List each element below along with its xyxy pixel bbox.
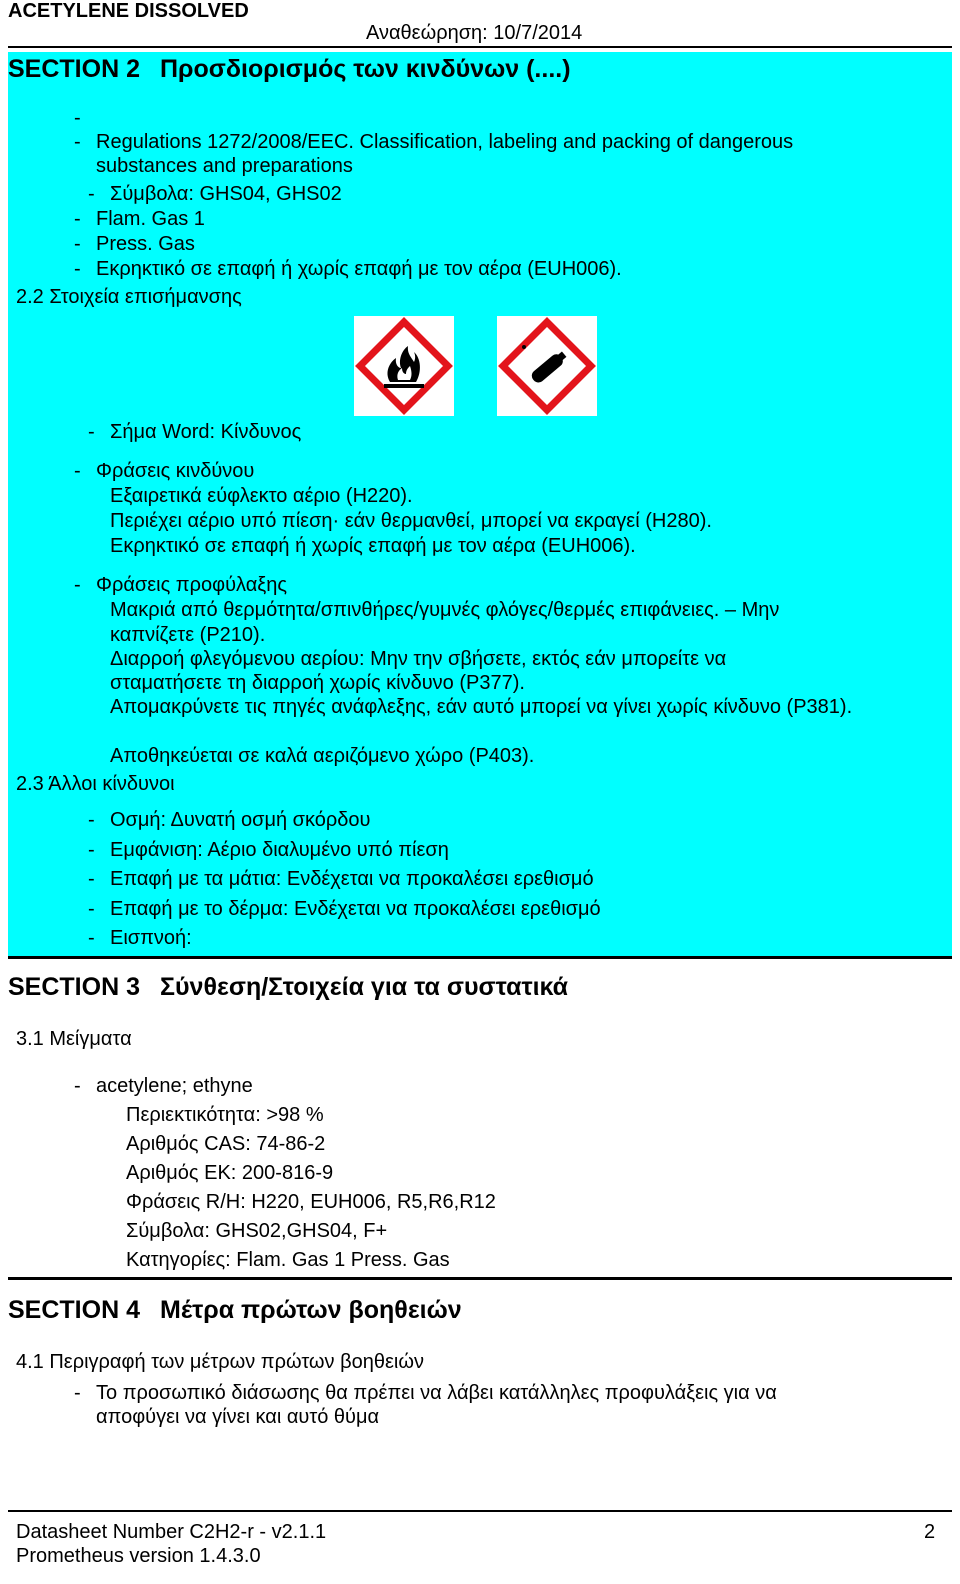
substance-name: acetylene; ethyne <box>96 1075 253 1097</box>
hazard-statement: Περιέχει αέριο υπό πίεση· εάν θερμανθεί, μπορεί να εκραγεί (H280). <box>110 510 712 532</box>
subsection-2-3-heading: 2.3 Άλλοι κίνδυνοι <box>16 773 175 795</box>
substance-detail: Φράσεις R/H: H220, EUH006, R5,R6,R12 <box>126 1191 496 1213</box>
substance-detail: Σύμβολα: GHS02,GHS04, F+ <box>126 1220 388 1242</box>
hazard-statement: Εξαιρετικά εύφλεκτο αέριο (H220). <box>110 485 413 507</box>
document-title: ACETYLENE DISSOLVED <box>8 0 249 22</box>
software-version: Prometheus version 1.4.3.0 <box>16 1545 261 1567</box>
regulation-line-2: substances and preparations <box>96 155 353 177</box>
section4-title: Μέτρα πρώτων βοηθειών <box>160 1296 462 1324</box>
substance-detail: Αριθμός CAS: 74-86-2 <box>126 1133 326 1155</box>
precautionary-statement: σταματήσετε τη διαρροή χωρίς κίνδυνο (P377). <box>110 672 525 694</box>
section4-divider <box>8 1277 952 1280</box>
bullet-dash: - <box>74 574 81 596</box>
bullet-dash: - <box>88 183 95 205</box>
section2-title: Προσδιορισμός των κινδύνων (....) <box>160 55 571 83</box>
bullet-dash: - <box>88 839 95 861</box>
regulation-line-1: Regulations 1272/2008/EEC. Classification, labeling and packing of dangerous <box>96 131 794 153</box>
precautionary-statement: Απομακρύνετε τις πηγές ανάφλεξης, εάν αυτό μπορεί να γίνει χωρίς κίνδυνο (P381). <box>110 696 853 718</box>
bullet-dash: - <box>88 421 95 443</box>
bullet-dash: - <box>74 233 81 255</box>
symbols-line: Σύμβολα: GHS04, GHS02 <box>110 183 342 205</box>
dash-marker: - <box>74 107 81 129</box>
signal-word: Σήμα Word: Κίνδυνος <box>110 421 302 443</box>
subsection-3-1-heading: 3.1 Μείγματα <box>16 1028 132 1050</box>
footer-divider <box>8 1510 952 1512</box>
gas-cylinder-pictogram-icon <box>497 316 597 416</box>
precautionary-statement: Αποθηκεύεται σε καλά αεριζόμενο χώρο (P403). <box>110 745 535 767</box>
substance-detail: Κατηγορίες: Flam. Gas 1 Press. Gas <box>126 1249 450 1271</box>
section2-number: SECTION 2 <box>8 55 140 83</box>
other-hazard-item: Επαφή με το δέρμα: Ενδέχεται να προκαλέσει ερεθισμό <box>110 898 601 920</box>
bullet-dash: - <box>88 809 95 831</box>
flam-gas-line: Flam. Gas 1 <box>96 208 205 230</box>
substance-detail: Αριθμός ΕΚ: 200-816-9 <box>126 1162 334 1184</box>
rescue-advice-line-1: Το προσωπικό διάσωσης θα πρέπει να λάβει κατάλληλες προφυλάξεις για να <box>96 1382 777 1404</box>
other-hazard-item: Εισπνοή: <box>110 927 192 949</box>
precautionary-statement: Διαρροή φλεγόμενου αερίου: Μην την σβήσετε, εκτός εάν μπορείτε να <box>110 648 727 670</box>
subsection-2-2-heading: 2.2 Στοιχεία επισήμανσης <box>16 286 242 308</box>
bullet-dash: - <box>74 1382 81 1404</box>
bullet-dash: - <box>74 1075 81 1097</box>
bullet-dash: - <box>88 927 95 949</box>
section3-divider <box>8 956 952 959</box>
section3-title: Σύνθεση/Στοιχεία για τα συστατικά <box>160 973 569 1001</box>
bullet-dash: - <box>88 898 95 920</box>
hazard-statements-heading: Φράσεις κινδύνου <box>96 460 255 482</box>
subsection-4-1-heading: 4.1 Περιγραφή των μέτρων πρώτων βοηθειών <box>16 1351 424 1373</box>
revision-date: Αναθεώρηση: 10/7/2014 <box>366 22 583 44</box>
bullet-dash: - <box>74 258 81 280</box>
other-hazard-item: Εμφάνιση: Αέριο διαλυμένο υπό πίεση <box>110 839 449 861</box>
flame-pictogram-icon <box>354 316 454 416</box>
rescue-advice-line-2: αποφύγει να γίνει και αυτό θύμα <box>96 1406 380 1428</box>
precautionary-statement: Μακριά από θερμότητα/σπινθήρες/γυμνές φλόγες/θερμές επιφάνειες. – Μην <box>110 599 780 621</box>
page-number: 2 <box>924 1521 936 1543</box>
datasheet-number: Datasheet Number C2H2-r - v2.1.1 <box>16 1521 327 1543</box>
substance-detail: Περιεκτικότητα: >98 % <box>126 1104 324 1126</box>
bullet-dash: - <box>74 460 81 482</box>
press-gas-line: Press. Gas <box>96 233 195 255</box>
section3-number: SECTION 3 <box>8 973 140 1001</box>
explosive-line: Εκρηκτικό σε επαφή ή χωρίς επαφή με τον αέρα (EUH006). <box>96 258 622 280</box>
header-divider <box>8 46 952 48</box>
section4-number: SECTION 4 <box>8 1296 140 1324</box>
precautionary-statements-heading: Φράσεις προφύλαξης <box>96 574 287 596</box>
bullet-dash: - <box>74 208 81 230</box>
precautionary-statement: καπνίζετε (P210). <box>110 624 266 646</box>
bullet-dash: - <box>88 868 95 890</box>
hazard-statement: Εκρηκτικό σε επαφή ή χωρίς επαφή με τον αέρα (EUH006). <box>110 535 636 557</box>
other-hazard-item: Επαφή με τα μάτια: Ενδέχεται να προκαλέσει ερεθισμό <box>110 868 594 890</box>
bullet-dash: - <box>74 131 81 153</box>
other-hazard-item: Οσμή: Δυνατή οσμή σκόρδου <box>110 809 371 831</box>
